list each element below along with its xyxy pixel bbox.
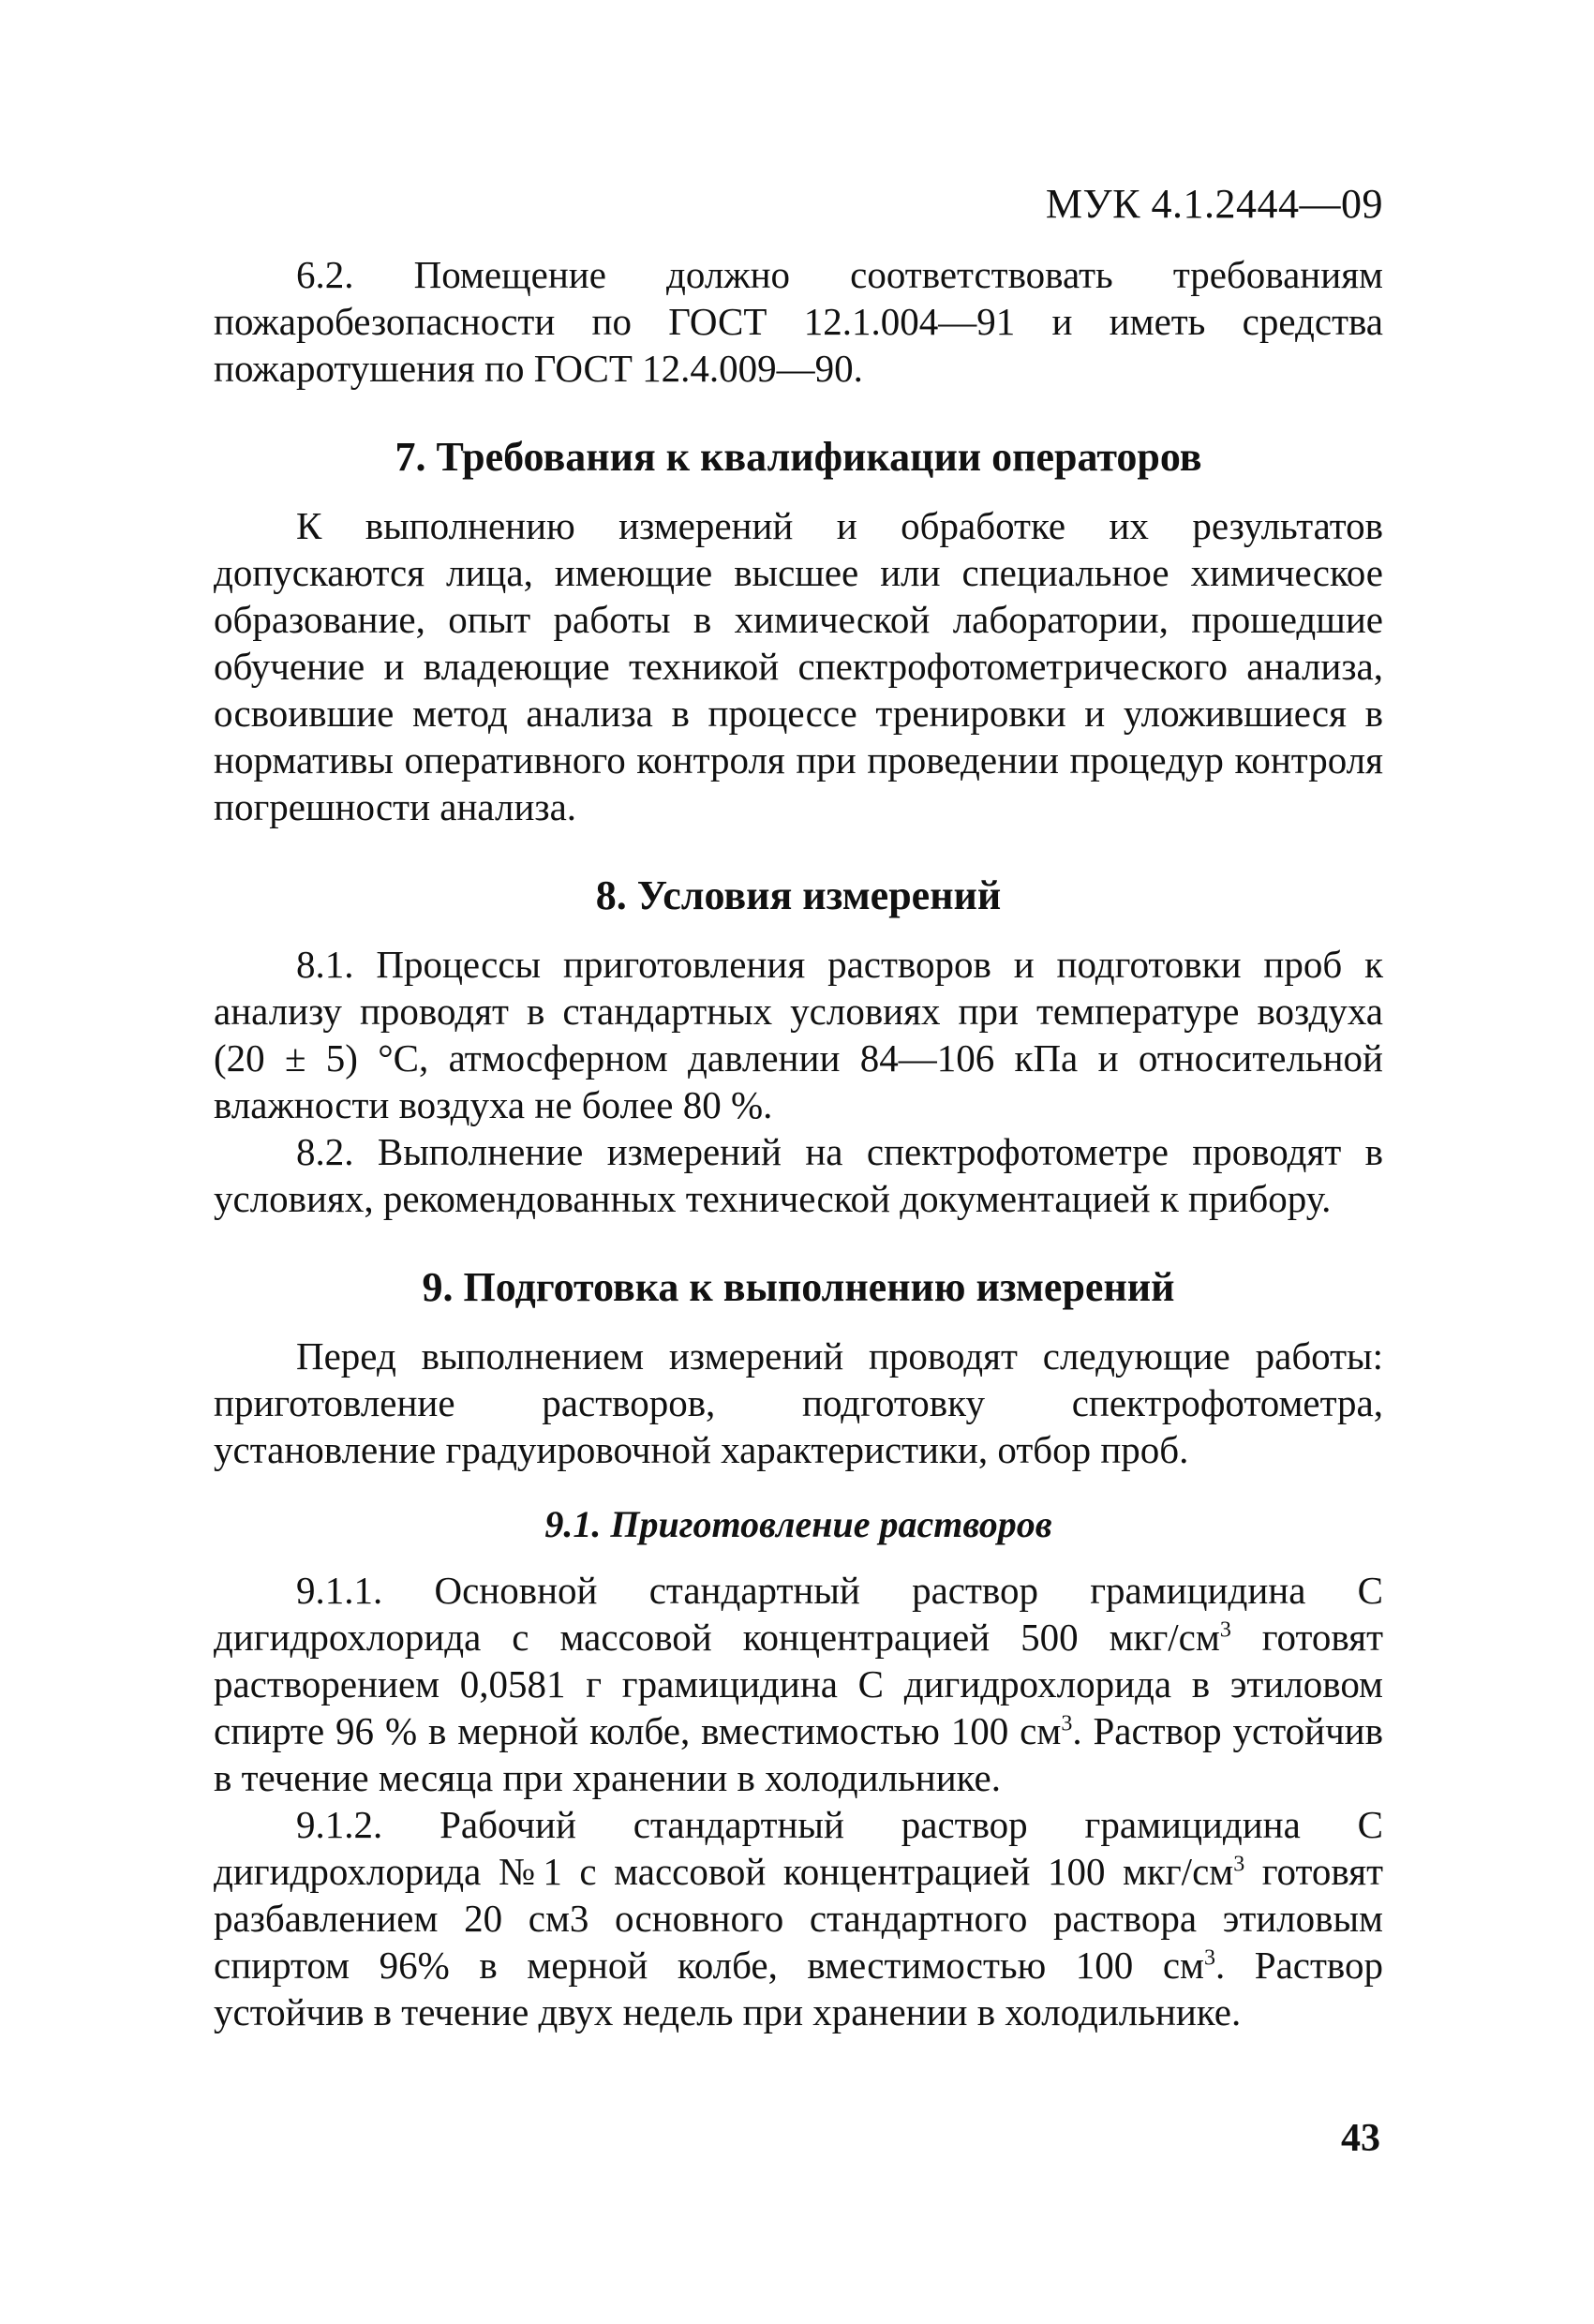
section-7-paragraph: К выполнению измерений и обработке их результатов допускаются лица, имеющие высшее или специальное химическое образование, опыт работы в химической лаборатории, прошедшие обучение и владеющие техникой спектрофотометрического анализа, освоившие метод анализа в процессе тренировки и уложившиеся в нормативы оперативного контроля при проведении процедур контроля погрешности анализа. <box>214 504 1383 828</box>
paragraph-9-1-2-text-a: 9.1.2. Рабочий стандартный раствор грамицидина С дигидрохлорида №1 с массовой концентрацией 100 мкг/см <box>214 1803 1383 1893</box>
paragraph-8-1: 8.1. Процессы приготовления растворов и подготовки проб к анализу проводят в стандартных условиях при температуре воздуха (20 ± 5) °С, атмосферном давлении 84—106 кПа и относительной влажности воздуха не более 80 %. <box>214 943 1383 1126</box>
paragraph-9-1-2-text-b: готовят разбавлением 20 см3 основного стандартного раствора этиловым спиртом 96% в мерной колбе, вместимостью 100 см <box>214 1850 1383 1987</box>
section-8-heading: 8. Условия измерений <box>595 872 1002 918</box>
document-code: МУК 4.1.2444—09 <box>1045 181 1383 227</box>
paragraph-9-1-1-text-b: готовят растворением 0,0581 г грамицидина С дигидрохлорида в этиловом спирте 96 % в мерной колбе, вместимостью 100 см <box>214 1616 1383 1752</box>
superscript-cubed: 3 <box>1204 1945 1215 1971</box>
page-body <box>214 251 1383 2035</box>
paragraph-9-1-1-text-c: . Раствор устойчив в течение месяца при хранении в холодильнике. <box>214 1709 1383 1799</box>
paragraph-9-1-2 <box>214 1801 1383 2035</box>
section-9-heading: 9. Подготовка к выполнению измерений <box>422 1264 1175 1310</box>
paragraph-6-2: 6.2. Помещение должно соответствовать требованиям пожаробезопасности по ГОСТ 12.1.004—91 и иметь средства пожаротушения по ГОСТ 12.4.009—90. <box>214 253 1383 390</box>
page-number: 43 <box>1341 2117 1380 2160</box>
superscript-cubed: 3 <box>1061 1711 1073 1736</box>
superscript-cubed: 3 <box>1233 1852 1245 1877</box>
paragraph-8-2: 8.2. Выполнение измерений на спектрофотометре проводят в условиях, рекомендованных технической документацией к прибору. <box>214 1130 1383 1220</box>
paragraph-9-1-1-text-a: 9.1.1. Основной стандартный раствор грамицидина С дигидрохлорида с массовой концентрацией 500 мкг/см <box>214 1569 1383 1659</box>
paragraph-9-1-1 <box>214 1567 1383 1801</box>
subsection-9-1-heading: 9.1. Приготовление растворов <box>544 1503 1052 1545</box>
superscript-cubed: 3 <box>1219 1617 1231 1643</box>
paragraph-9-1-2-text-c: . Раствор устойчив в течение двух недель при хранении в холодильнике. <box>214 1944 1384 2034</box>
section-7-heading: 7. Требования к квалификации операторов <box>395 434 1202 480</box>
section-9-paragraph: Перед выполнением измерений проводят следующие работы: приготовление растворов, подготовку спектрофотометра, установление градуировочной характеристики, отбор проб. <box>214 1334 1383 1471</box>
